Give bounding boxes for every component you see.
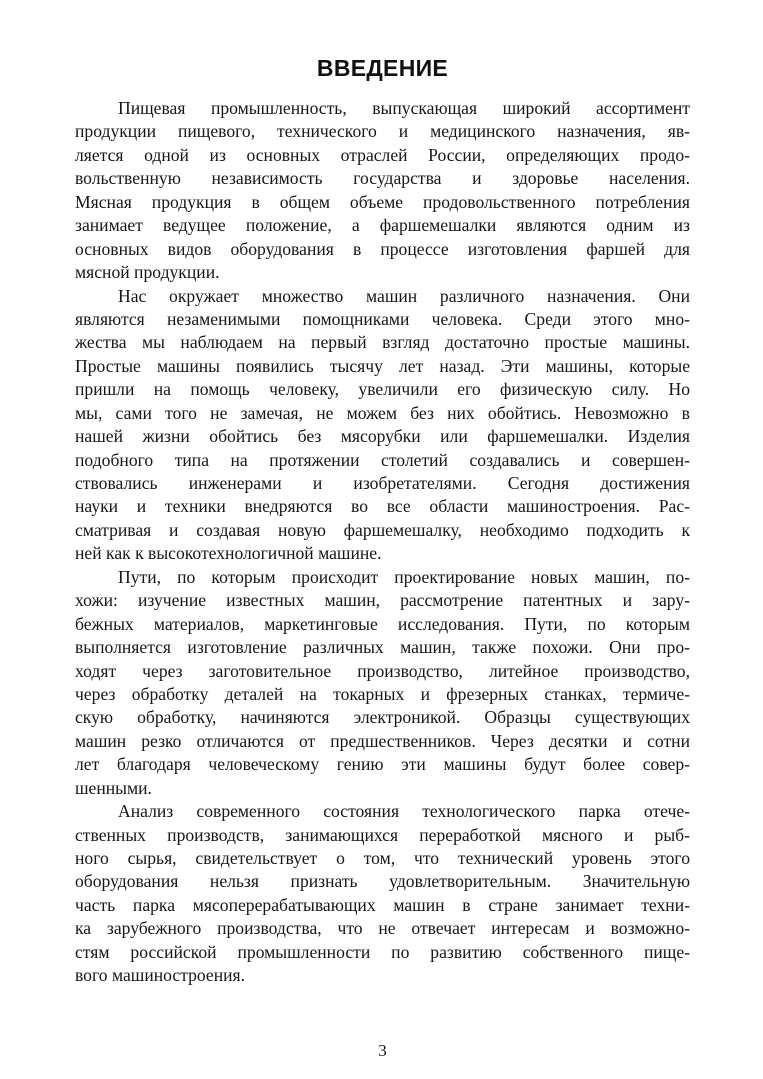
document-page (75, 0, 690, 1079)
text-line: Нас окружает множество машин различного назначения. Они (118, 285, 690, 306)
text-line: продукции пищевого, технического и медицинского назначения, яв- (75, 121, 690, 142)
text-line: бежных материалов, маркетинговые исследования. Пути, по которым (75, 613, 690, 634)
text-line: Пути, по которым происходит проектирование новых машин, по- (118, 566, 690, 587)
page-title: ВВЕДЕНИЕ (316, 55, 449, 81)
text-line: ственных производств, занимающихся переработкой мясного и рыб- (75, 824, 690, 845)
paragraph-4 (75, 800, 690, 988)
text-line: ного сырья, свидетельствует о том, что технический уровень этого (75, 848, 690, 868)
text-line: шенными. (75, 777, 152, 798)
paragraph-3 (75, 566, 690, 800)
text-line: мы, сами того не замечая, не можем без них обойтись. Невозможно в (75, 402, 690, 423)
text-line: занимает ведущее положение, а фаршемешалки являются одним из (75, 215, 690, 236)
text-line: оборудования нельзя признать удовлетворительным. Значительную (75, 871, 690, 892)
text-line: выполняется изготовление различных машин, также похожи. Они про- (75, 637, 690, 658)
text-line: ствовались инженерами и изобретателями. Сегодня достижения (75, 473, 690, 493)
text-line: подобного типа на протяжении столетий создавались и совершен- (75, 449, 690, 470)
text-line: через обработку деталей на токарных и фрезерных станках, термиче- (75, 683, 690, 704)
text-line: ходят через заготовительное производство, литейное производство, (75, 660, 690, 681)
text-line: основных видов оборудования в процессе изготовления фаршей для (75, 238, 690, 259)
text-line: хожи: изучение известных машин, рассмотрение патентных и зару- (75, 590, 690, 611)
text-line: часть парка мясоперерабатывающих машин в стране занимает техни- (75, 894, 690, 915)
text-line: Мясная продукция в общем объеме продовольственного потребления (75, 191, 690, 212)
text-line: лет благодаря человеческому гению эти машины будут более совер- (75, 754, 690, 775)
text-line: мясной продукции. (75, 262, 220, 283)
text-line: Анализ современного состояния технологического парка отече- (118, 801, 690, 822)
text-line: ка зарубежного производства, что не отвечает интересам и возможно- (75, 918, 690, 939)
paragraph-2 (75, 285, 690, 566)
page-number: 3 (378, 1041, 387, 1060)
text-line: жества мы наблюдаем на первый взгляд достаточно простые машины. (75, 332, 690, 353)
text-line: являются незаменимыми помощниками человека. Среди этого мно- (75, 308, 690, 329)
text-line: машин резко отличаются от предшественников. Через десятки и сотни (75, 730, 690, 751)
text-line: скую обработку, начиняются электроникой. Образцы существующих (75, 707, 690, 728)
text-line: вого машиностроения. (75, 965, 246, 986)
text-line: Пищевая промышленность, выпускающая широкий ассортимент (118, 98, 690, 118)
text-line: нашей жизни обойтись без мясорубки или фаршемешалки. Изделия (75, 426, 690, 447)
text-line: вольственную независимость государства и здоровье населения. (75, 168, 690, 189)
paragraph-1 (75, 97, 690, 285)
text-line: науки и техники внедряются во все области машиностроения. Рас- (75, 496, 690, 517)
text-line: стям российской промышленности по развитию собственного пище- (75, 941, 690, 962)
body-text (75, 97, 690, 988)
text-line: Простые машины появились тысячу лет назад. Эти машины, которые (75, 355, 690, 376)
text-line: ляется одной из основных отраслей России, определяющих продо- (75, 144, 690, 165)
text-line: сматривая и создавая новую фаршемешалку, необходимо подходить к (75, 519, 690, 540)
text-line: ней как к высокотехнологичной машине. (75, 543, 382, 564)
text-line: пришли на помощь человеку, увеличили его физическую силу. Но (75, 379, 690, 400)
